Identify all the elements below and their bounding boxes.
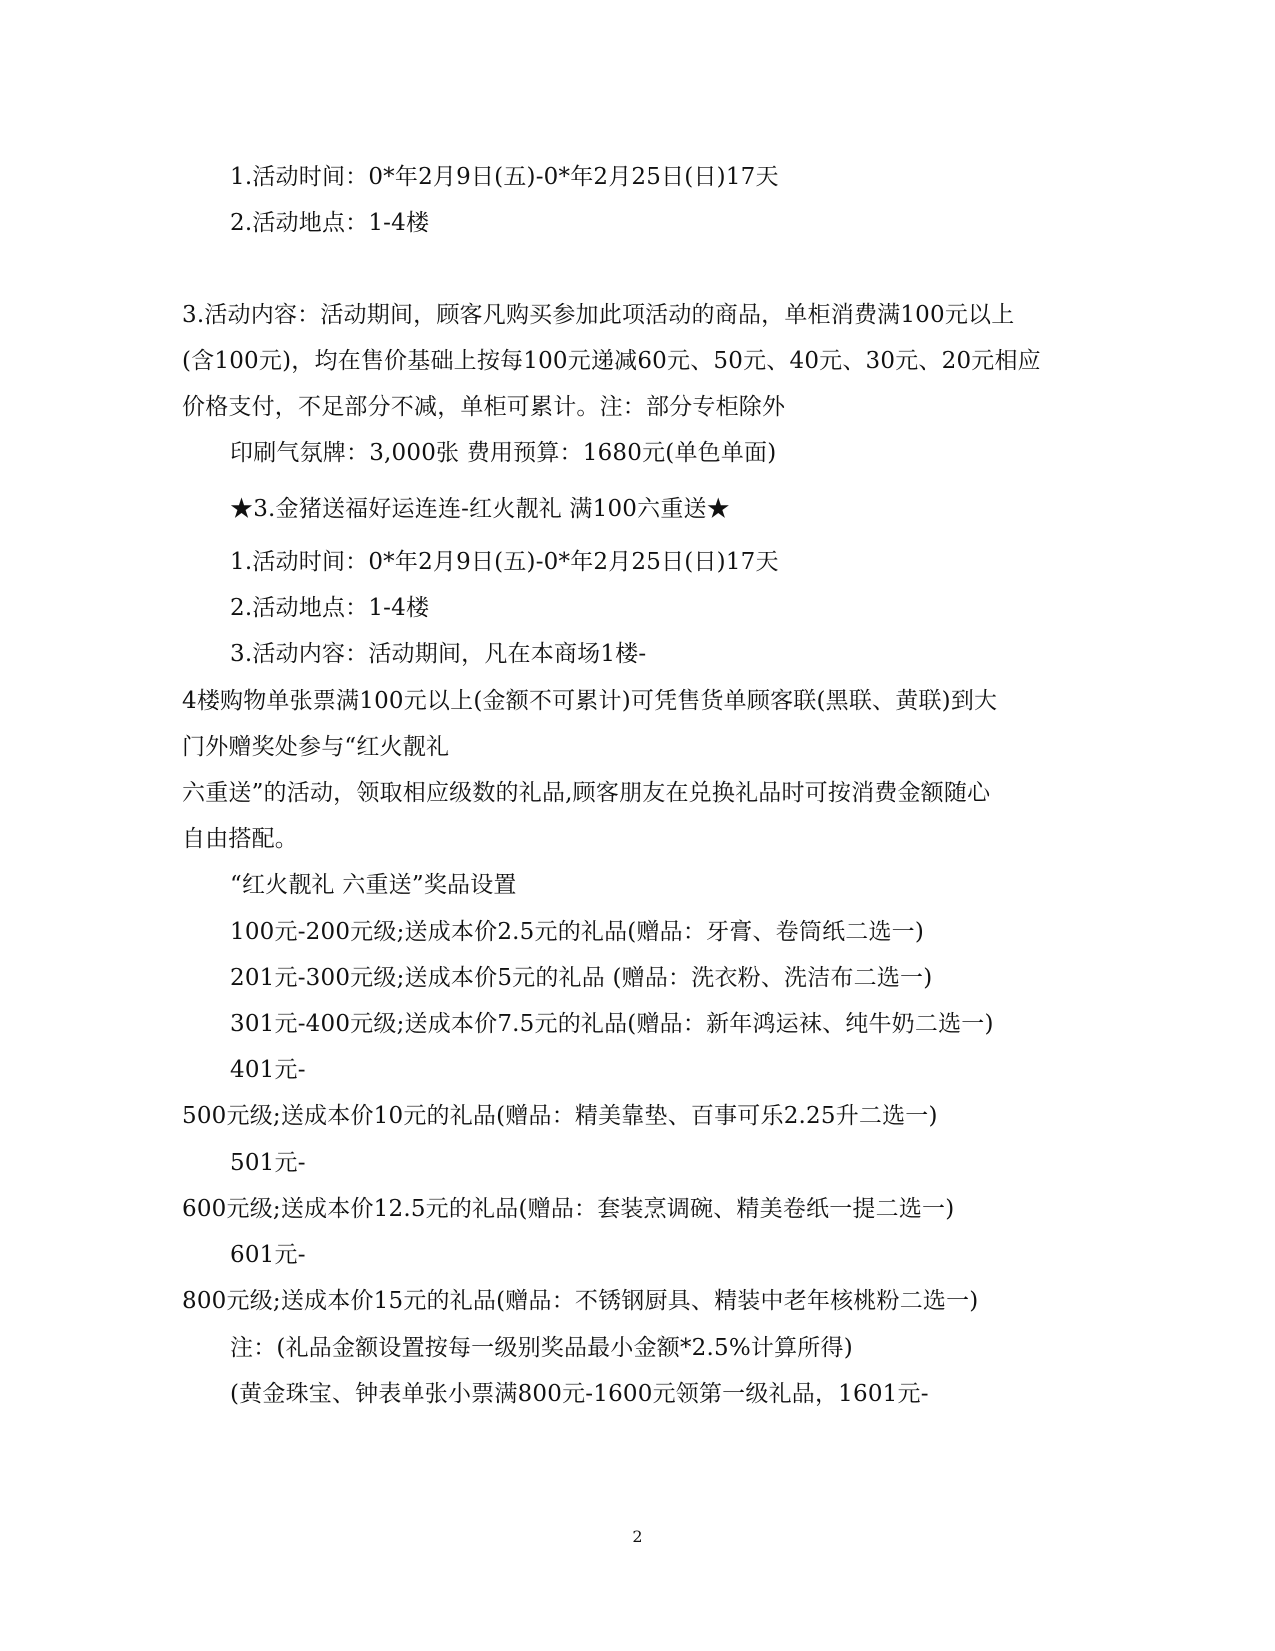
activity-content-line-2: (含100元)，均在售价基础上按每100元递减60元、50元、40元、30元、20元相应 — [182, 348, 1041, 374]
prize-tier-3: 301元-400元级;送成本价7.5元的礼品(赠品：新年鸿运袜、纯牛奶二选一) — [230, 1011, 994, 1037]
jewelry-note-line: (黄金珠宝、钟表单张小票满800元-1600元领第一级礼品，1601元- — [230, 1381, 929, 1407]
activity-content-line-3: 价格支付，不足部分不减，单柜可累计。注：部分专柜除外 — [182, 394, 786, 420]
activity-content-line-1: 3.活动内容：活动期间，顾客凡购买参加此项活动的商品，单柜消费满100元以上 — [182, 302, 1015, 328]
prize-tier-5-start: 501元- — [230, 1150, 306, 1176]
prize-tier-6-end: 800元级;送成本价15元的礼品(赠品：不锈钢厨具、精装中老年核桃粉二选一) — [182, 1288, 979, 1314]
activity-location-line-2: 2.活动地点：1-4楼 — [230, 595, 430, 621]
prize-tier-4-end: 500元级;送成本价10元的礼品(赠品：精美靠垫、百事可乐2.25升二选一) — [182, 1103, 938, 1129]
activity-content-line-7: 六重送”的活动，领取相应级数的礼品,顾客朋友在兑换礼品时可按消费金额随心 — [182, 780, 991, 806]
prize-tier-6-start: 601元- — [230, 1242, 306, 1268]
prize-settings-heading: “红火靓礼 六重送”奖品设置 — [230, 872, 517, 898]
activity-time-line-2: 1.活动时间：0*年2月9日(五)-0*年2月25日(日)17天 — [230, 549, 779, 575]
prize-tier-2: 201元-300元级;送成本价5元的礼品 (赠品：洗衣粉、洗洁布二选一) — [230, 965, 933, 991]
activity-time-line-1: 1.活动时间：0*年2月9日(五)-0*年2月25日(日)17天 — [230, 164, 779, 190]
activity-location-line-1: 2.活动地点：1-4楼 — [230, 210, 430, 236]
note-line: 注：(礼品金额设置按每一级别奖品最小金额*2.5%计算所得) — [230, 1335, 853, 1361]
prize-tier-4-start: 401元- — [230, 1057, 306, 1083]
activity-content-line-5: 4楼购物单张票满100元以上(金额不可累计)可凭售货单顾客联(黑联、黄联)到大 — [182, 688, 998, 714]
activity-content-line-4: 3.活动内容：活动期间，凡在本商场1楼- — [230, 641, 647, 667]
page-number: 2 — [632, 1527, 643, 1546]
section-heading: ★3.金猪送福好运连连-红火靓礼 满100六重送★ — [230, 496, 730, 522]
activity-content-line-6: 门外赠奖处参与“红火靓礼 — [182, 734, 450, 760]
prize-tier-1: 100元-200元级;送成本价2.5元的礼品(赠品：牙膏、卷筒纸二选一) — [230, 919, 925, 945]
prize-tier-5-end: 600元级;送成本价12.5元的礼品(赠品：套装烹调碗、精美卷纸一提二选一) — [182, 1196, 955, 1222]
activity-content-line-8: 自由搭配。 — [182, 826, 298, 852]
print-budget-line: 印刷气氛牌：3,000张 费用预算：1680元(单色单面) — [230, 440, 777, 466]
